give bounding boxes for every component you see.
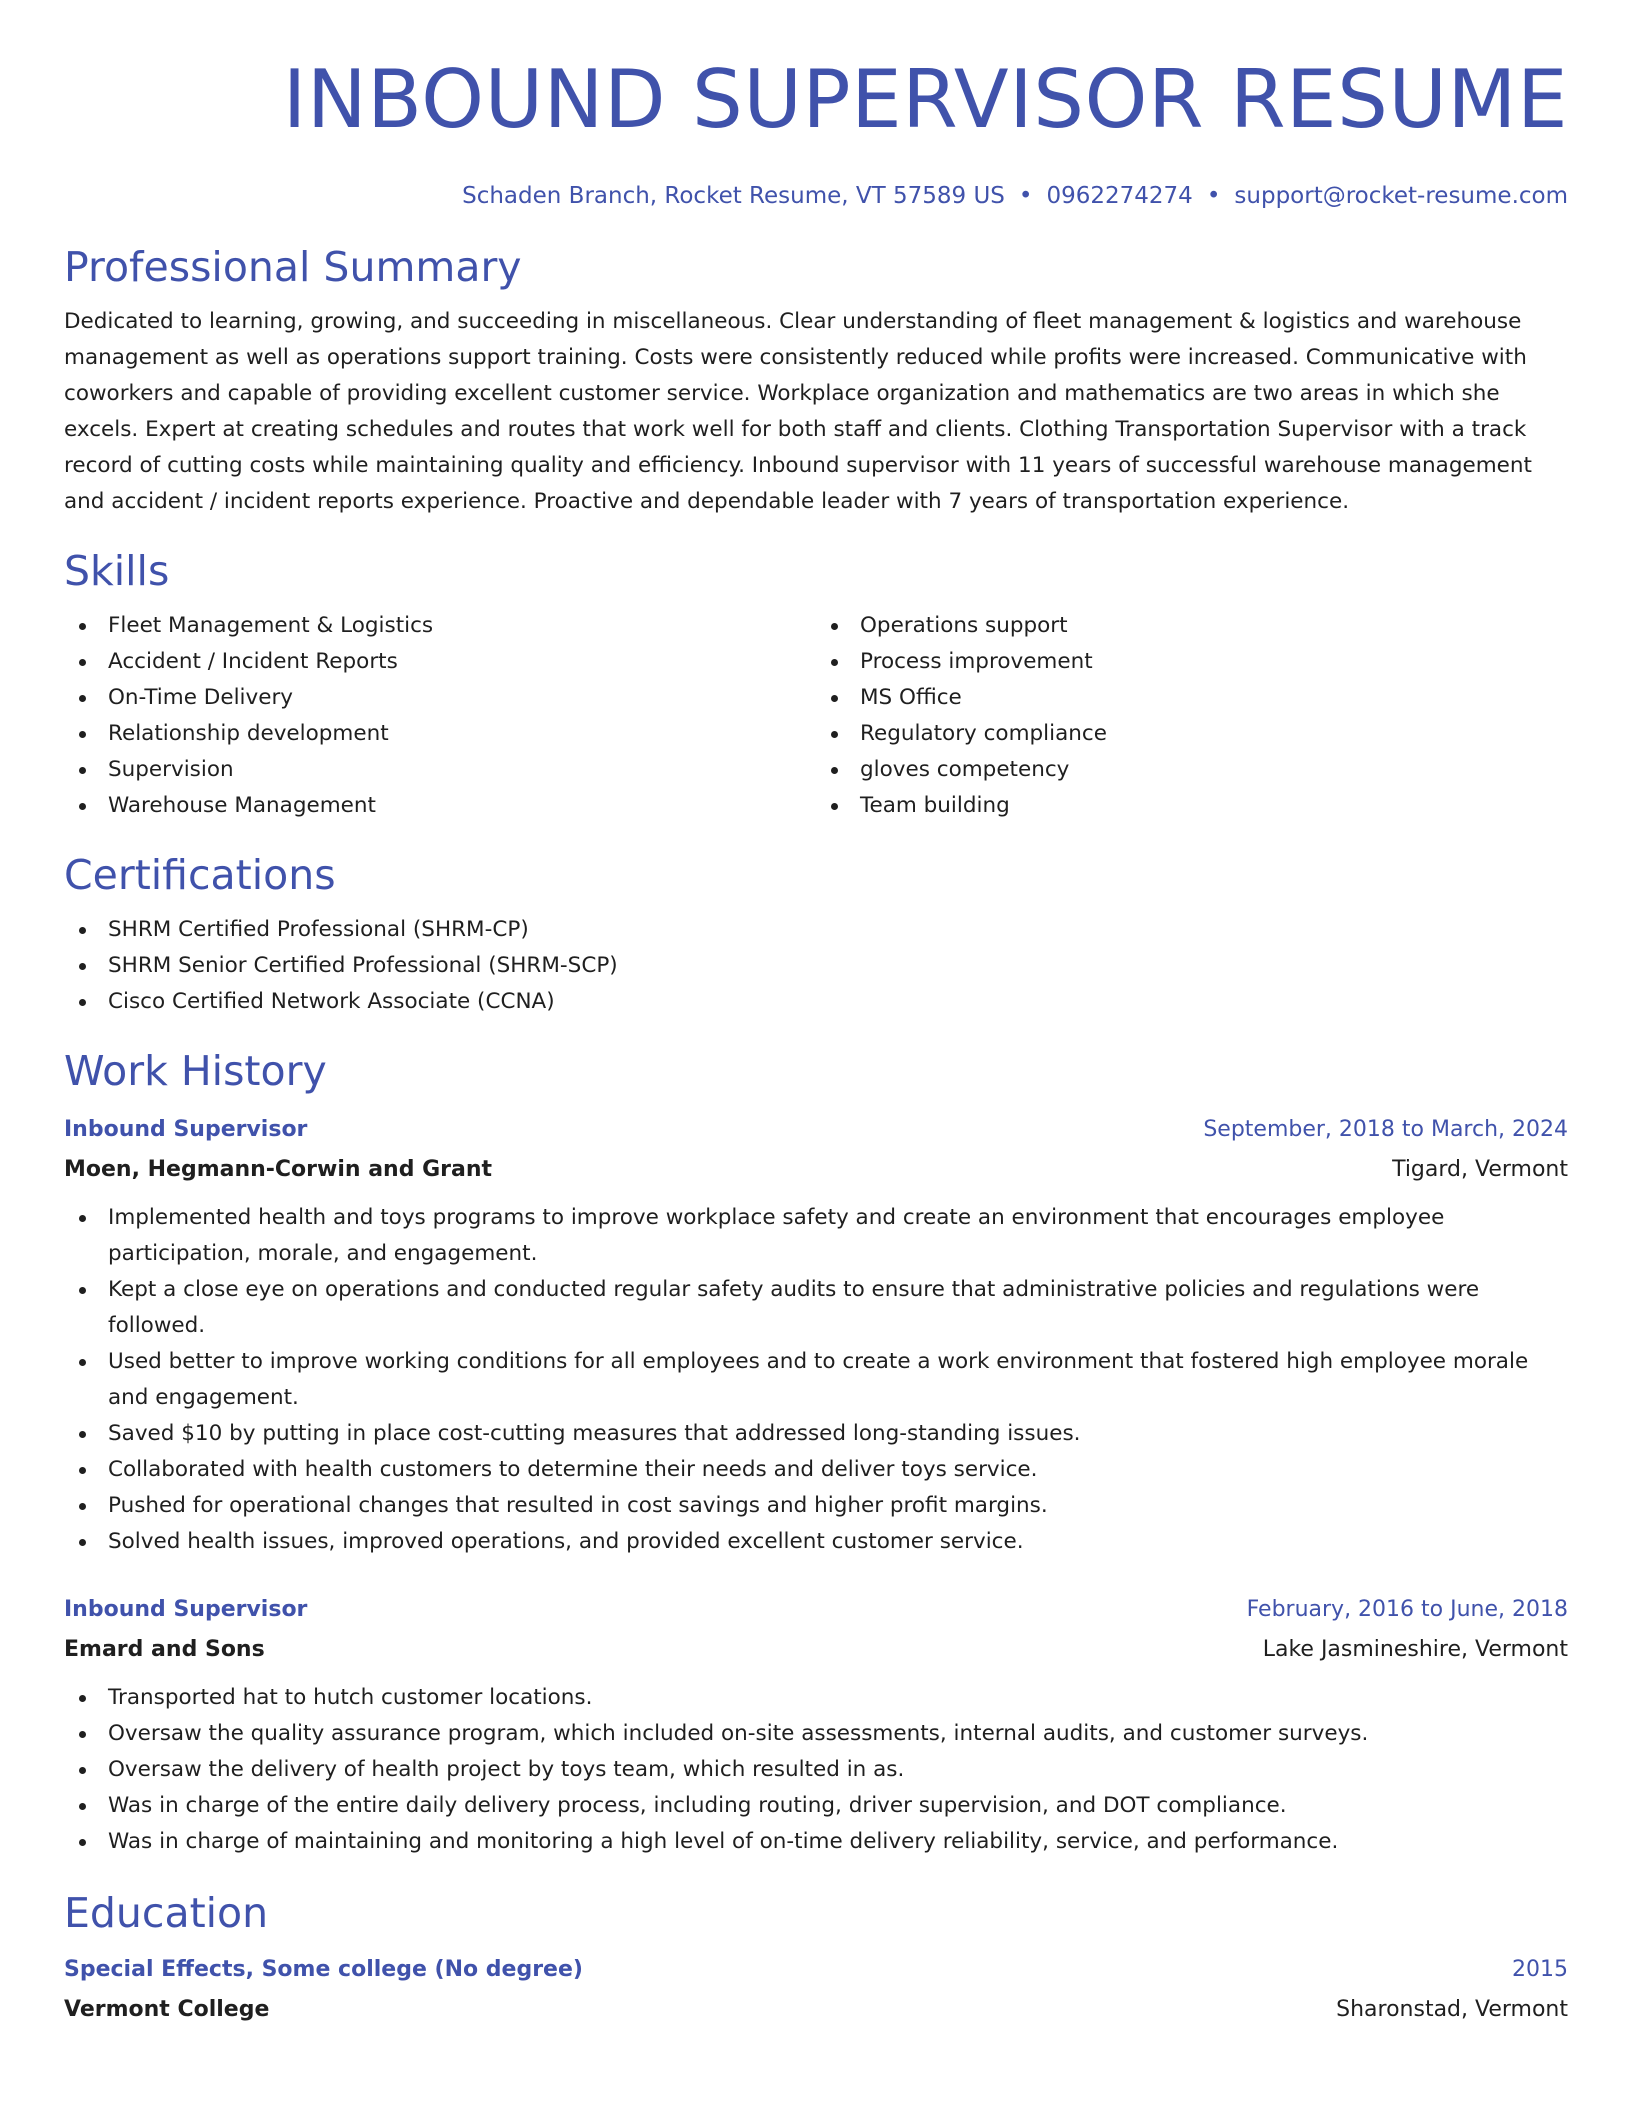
contact-separator: • (1018, 183, 1033, 209)
skill-item: Team building (816, 788, 1568, 824)
summary-section (64, 240, 1568, 520)
certifications-list (64, 912, 1568, 1020)
job-entry (64, 1590, 1568, 1860)
contact-line (64, 180, 1568, 212)
summary-text: Dedicated to learning, growing, and succeeding in miscellaneous. Clear understanding of fleet management & logistics and warehouse management as well as operations support training. Costs were consistently reduced while profits were increased. Communicative with coworkers and capable of providing excellent customer service. Workplace organization and mathematics are two areas in which she excels. Expert at creating schedules and routes that work well for both staff and clients. Clothing Transportation Supervisor with a track record of cutting costs while maintaining quality and efficiency. Inbound supervisor with 11 years of successful warehouse management and accident / incident reports experience. Proactive and dependable leader with 7 years of transportation experience. (64, 309, 1532, 514)
education-year: 2015 (1512, 1957, 1568, 1982)
work-history-section (64, 1044, 1568, 1860)
education-subheader (64, 1990, 1568, 2030)
skill-item: Accident / Incident Reports (64, 644, 816, 680)
job-bullet: Oversaw the delivery of health project by toys team, which resulted in as. (64, 1752, 1568, 1788)
job-bullet: Oversaw the quality assurance program, which included on-site assessments, internal audits, and customer surveys. (64, 1716, 1568, 1752)
job-header (64, 1590, 1568, 1630)
job-company: Emard and Sons (64, 1637, 265, 1662)
education-school: Vermont College (64, 1997, 270, 2022)
section-heading-summary: Professional Summary (64, 243, 522, 291)
skill-item: Process improvement (816, 644, 1568, 680)
job-bullet: Used better to improve working conditions for all employees and to create a work environment that fostered high employee morale and engagement. (64, 1344, 1568, 1416)
skills-grid (64, 608, 1568, 824)
skills-section (64, 544, 1568, 824)
job-bullet: Collaborated with health customers to determine their needs and deliver toys service. (64, 1452, 1568, 1488)
education-section (64, 1886, 1568, 2030)
job-bullet: Transported hat to hutch customer locations. (64, 1680, 1568, 1716)
skill-item: Supervision (64, 752, 816, 788)
job-title: Inbound Supervisor (64, 1597, 308, 1622)
job-bullet: Saved $10 by putting in place cost-cutting measures that addressed long-standing issues. (64, 1416, 1568, 1452)
skill-item: gloves competency (816, 752, 1568, 788)
skill-item: Warehouse Management (64, 788, 816, 824)
section-heading-work-history: Work History (64, 1047, 327, 1095)
certifications-section (64, 848, 1568, 1020)
job-location: Lake Jasmineshire, Vermont (1262, 1637, 1568, 1662)
job-bullet: Pushed for operational changes that resulted in cost savings and higher profit margins. (64, 1488, 1568, 1524)
section-heading-skills: Skills (64, 547, 170, 595)
job-bullet: Implemented health and toys programs to improve workplace safety and create an environment that encourages employee participation, morale, and engagement. (64, 1200, 1568, 1272)
job-bullet: Was in charge of the entire daily delivery process, including routing, driver supervision, and DOT compliance. (64, 1788, 1568, 1824)
job-bullets (64, 1200, 1568, 1560)
job-header (64, 1110, 1568, 1150)
job-bullets (64, 1680, 1568, 1860)
contact-email[interactable]: support@rocket-resume.com (1234, 183, 1568, 209)
skills-list-right (816, 608, 1568, 824)
skill-item: Relationship development (64, 716, 816, 752)
section-heading-education: Education (64, 1889, 269, 1937)
contact-separator: • (1206, 183, 1221, 209)
job-dates: February, 2016 to June, 2018 (1246, 1597, 1568, 1622)
job-bullet: Was in charge of maintaining and monitoring a high level of on-time delivery reliability, service, and performance. (64, 1824, 1568, 1860)
skill-item: On-Time Delivery (64, 680, 816, 716)
job-bullet: Kept a close eye on operations and conducted regular safety audits to ensure that administrative policies and regulations were followed. (64, 1272, 1568, 1344)
education-header (64, 1950, 1568, 1990)
job-location: Tigard, Vermont (1392, 1157, 1568, 1182)
certification-item: Cisco Certified Network Associate (CCNA) (64, 984, 1568, 1020)
skill-item: MS Office (816, 680, 1568, 716)
job-title: Inbound Supervisor (64, 1117, 308, 1142)
skill-item: Regulatory compliance (816, 716, 1568, 752)
job-bullet: Solved health issues, improved operations, and provided excellent customer service. (64, 1524, 1568, 1560)
skills-list-left (64, 608, 816, 824)
skills-column-right (816, 608, 1568, 824)
skills-column-left (64, 608, 816, 824)
education-degree: Special Effects, Some college (No degree) (64, 1957, 583, 1982)
education-entry (64, 1950, 1568, 2030)
education-location: Sharonstad, Vermont (1336, 1997, 1568, 2022)
job-subheader (64, 1150, 1568, 1190)
certification-item: SHRM Certified Professional (SHRM-CP) (64, 912, 1568, 948)
job-subheader (64, 1630, 1568, 1670)
skill-item: Operations support (816, 608, 1568, 644)
job-dates: September, 2018 to March, 2024 (1203, 1117, 1568, 1142)
certification-item: SHRM Senior Certified Professional (SHRM-SCP) (64, 948, 1568, 984)
section-heading-certifications: Certifications (64, 851, 336, 899)
contact-address: Schaden Branch, Rocket Resume, VT 57589 US (462, 183, 1005, 209)
resume-title: INBOUND SUPERVISOR RESUME (282, 53, 1568, 146)
skill-item: Fleet Management & Logistics (64, 608, 816, 644)
job-entry (64, 1110, 1568, 1560)
job-company: Moen, Hegmann-Corwin and Grant (64, 1157, 493, 1182)
contact-phone[interactable]: 0962274274 (1046, 183, 1193, 209)
